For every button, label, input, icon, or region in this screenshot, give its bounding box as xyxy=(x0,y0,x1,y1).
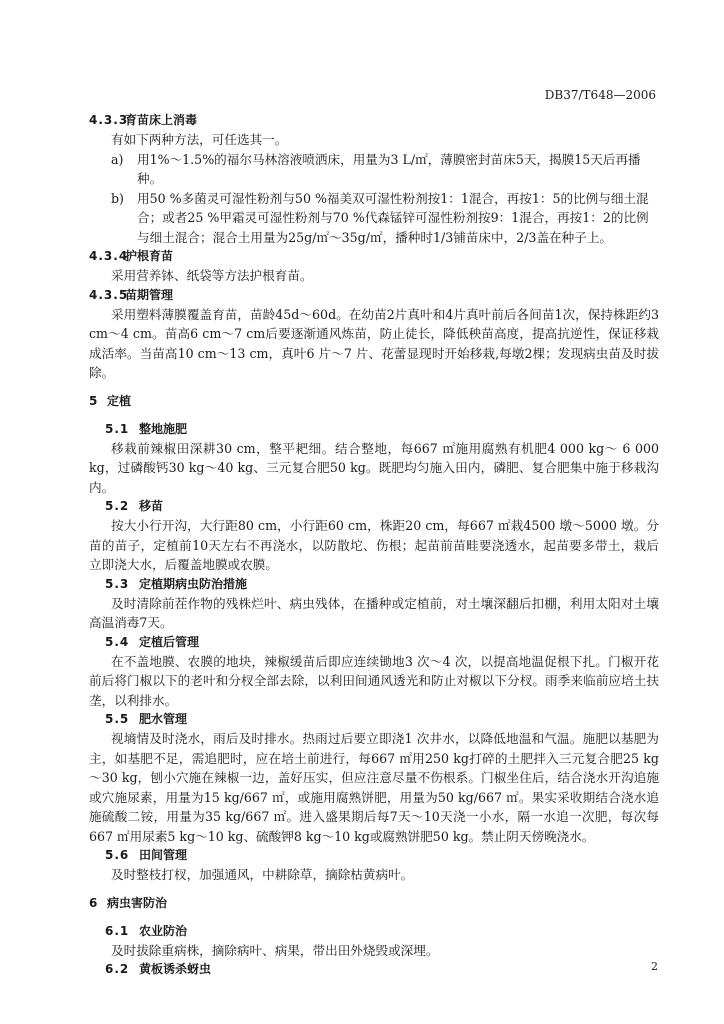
section-title: 护根育苗 xyxy=(125,249,174,263)
list-label: b) xyxy=(111,190,124,206)
section-5-1-heading xyxy=(105,420,659,439)
section-title: 农业防治 xyxy=(139,923,188,938)
page-number: 2 xyxy=(651,960,658,973)
section-title: 黄板诱杀蚜虫 xyxy=(139,962,212,976)
section-number: 4.3.5 xyxy=(89,287,129,302)
section-5-3-heading xyxy=(105,575,659,594)
section-title: 田间管理 xyxy=(139,848,188,862)
list-text: 用50 %多菌灵可湿性粉剂与50 %福美双可湿性粉剂按1：1混合，再按1：5的比例与细土混合；或者25 %甲霜灵可湿性粉剂与70 %代森锰锌可湿性粉剂按9：1混合，再按1：2的比例与细土混合；混合土用量为25g/㎡～35g/㎡，播种时1/3铺苗床中，2/3盖在种子上。 xyxy=(137,190,649,245)
list-item-b xyxy=(111,189,659,248)
section-5-4-heading xyxy=(105,633,659,652)
section-title: 育苗床上消毒 xyxy=(125,113,198,127)
section-4-3-4-text: 采用营养钵、纸袋等方法护根育苗。 xyxy=(111,268,313,283)
section-number: 5.1 xyxy=(105,421,130,436)
section-number: 4.3.3 xyxy=(89,113,129,127)
section-title: 定植期病虫防治措施 xyxy=(139,576,248,591)
doc-id: DB37/T648—2006 xyxy=(544,88,656,102)
section-5-2-text: 按大小行开沟，大行距80 cm，小行距60 cm，株距20 cm，每667 ㎡栽4500 墩～5000 墩。分苗的苗子，定植前10天左右不再浇水，以防散坨、伤根；起苗前苗畦要浇透水，起苗要多带土，栽后立即浇大水，后覆盖地膜或农膜。 xyxy=(89,518,659,572)
section-6-1-text: 及时拔除重病株，摘除病叶、病果，带出田外烧毁或深埋。 xyxy=(111,942,439,958)
document-body xyxy=(89,111,659,979)
section-5-6-heading xyxy=(105,846,659,865)
section-5-4-text: 在不盖地膜、农膜的地块，辣椒缓苗后即应连续锄地3 次～4 次，以提高地温促根下扎。门椒开花前后将门椒以下的老叶和分杈全部去除，以利田间通风透光和防止对椒以下分杈。雨季来临前应培土扶垄，以利排水。 xyxy=(89,653,659,708)
section-title: 苗期管理 xyxy=(125,287,174,302)
section-5-heading xyxy=(89,392,659,411)
section-4-3-4-heading xyxy=(89,247,659,266)
section-number: 6.2 xyxy=(105,962,130,976)
section-5-6-text: 及时整枝打杈，加强通风，中耕除草，摘除枯黄病叶。 xyxy=(111,867,414,882)
section-5-2-heading xyxy=(105,497,659,516)
section-title: 整地施肥 xyxy=(139,421,188,436)
section-title: 定植 xyxy=(107,393,132,408)
section-4-3-3-heading xyxy=(89,111,659,130)
section-6-2-heading xyxy=(105,960,659,979)
section-number: 5.5 xyxy=(105,712,130,726)
list-text: 用1%～1.5%的福尔马林溶液喷洒床，用量为3 L/㎡，薄膜密封苗床5天，揭膜15天后再播种。 xyxy=(137,151,641,186)
list-item-a xyxy=(111,150,659,189)
section-4-3-3-intro: 有如下两种方法，可任选其一。 xyxy=(111,132,288,147)
section-5-5-heading xyxy=(105,710,659,729)
list-label: a) xyxy=(111,151,124,167)
section-title: 定植后管理 xyxy=(139,634,200,649)
section-number: 5.3 xyxy=(105,576,130,591)
section-5-3-text: 及时清除前茬作物的残株烂叶、病虫残体，在播种或定植前，对土壤深翻后扣棚，利用太阳对土壤高温消毒7天。 xyxy=(89,595,659,630)
section-number: 6 xyxy=(89,895,99,910)
section-number: 5.2 xyxy=(105,499,130,513)
section-4-3-5-heading xyxy=(89,286,659,305)
section-5-5-text: 视墒情及时浇水，雨后及时排水。热雨过后要立即浇1 次井水，以降低地温和气温。施肥以基肥为主，如基肥不足，需追肥时，应在培土前进行，每667 ㎡用250 kg打碎的土肥拌入三元复合肥25 kg～30 kg，刨小穴施在辣椒一边，盖好压实，但应注意尽量不伤根系。门椒坐住后，结合浇水开沟追施或穴施尿素，用量为15 kg/667 ㎡，或施用腐熟饼肥，用量为50 kg/667 ㎡。果实采收期结合浇水追施硫酸二铵，用量为35 kg/667 ㎡。进入盛果期后每7天～10天浇一小水，隔一水追一次肥，每次每667 ㎡用尿素5 kg～10 kg、硫酸钾8 kg～10 kg或腐熟饼肥50 kg。禁止阴天傍晚浇水。 xyxy=(89,731,659,844)
section-number: 5.4 xyxy=(105,634,130,649)
section-6-1-heading xyxy=(105,922,659,941)
section-4-3-5-text: 采用塑料薄膜覆盖育苗，苗龄45d～60d。在幼苗2片真叶和4片真叶前后各间苗1次，保持株距约3 cm～4 cm。苗高6 cm～7 cm后要逐渐通风炼苗，防止徒长，降低秧苗高度，提高抗逆性，保证移栽成活率。当苗高10 cm～13 cm，真叶6 片～7 片、花蕾显现时开始移栽,每墩2棵；发现病虫苗及时拔除。 xyxy=(89,306,659,380)
section-number: 5 xyxy=(89,393,99,408)
section-title: 肥水管理 xyxy=(139,712,188,726)
section-number: 4.3.4 xyxy=(89,249,129,263)
section-5-1-text: 移栽前辣椒田深耕30 cm，整平耙细。结合整地，每667 ㎡施用腐熟有机肥4 000 kg～ 6 000 kg，过磷酸钙30 kg～40 kg、三元复合肥50 kg。既肥均匀施入田内，磷肥、复合肥集中施于移栽沟内。 xyxy=(89,440,659,495)
section-6-heading xyxy=(89,894,659,913)
section-number: 6.1 xyxy=(105,923,130,938)
section-title: 病虫害防治 xyxy=(107,895,168,910)
section-number: 5.6 xyxy=(105,848,130,862)
section-title: 移苗 xyxy=(139,499,164,513)
